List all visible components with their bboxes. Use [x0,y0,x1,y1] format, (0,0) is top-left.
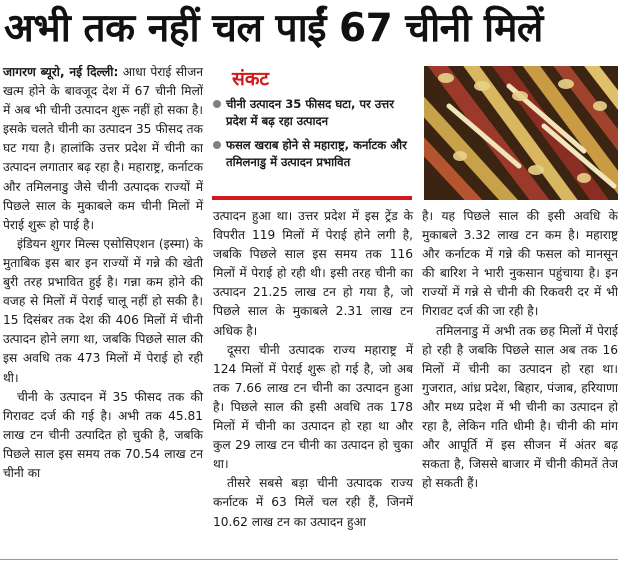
article-column-1 [3,63,203,558]
article-column-3 [422,207,618,552]
sidebar-list [212,96,414,170]
sidebar-item [212,96,414,129]
article-paragraph: उत्पादन हुआ था। उत्तर प्रदेश में इस ट्रेंड के विपरीत 119 मिलों में पेराई होने लगी है, जबकि पिछले साल इस समय तक 116 मिलों में पेराई हो रही थी। इसी तरह चीनी का उत्पादन 21.25 लाख टन हो गया है, जो पिछले साल के मुकाबले 2.31 लाख टन अधिक है। [213,209,413,338]
article-paragraph: चीनी के उत्पादन में 35 फीसद तक की गिरावट दर्ज की गई है। अभी तक 45.81 लाख टन चीनी उत्पादित हो चुकी है, जबकि पिछले साल इस समय तक 70.54 लाख टन चीनी का [3,389,203,480]
sugarcane-image [424,66,618,200]
sidebar-box [212,66,414,200]
sidebar-item-text: फसल खराब होने से महाराष्ट्र, कर्नाटक और तमिलनाडु में उत्पादन प्रभावित [226,138,407,169]
sidebar-item-text: चीनी उत्पादन 35 फीसद घटा, पर उत्तर प्रदेश में बढ़ रहा उत्पादन [226,97,394,128]
sugarcane-photo [424,66,618,200]
article-paragraph: तमिलनाडु में अभी तक छह मिलों में पेराई हो रही है जबकि पिछले साल अब तक 16 मिलों में चीनी का उत्पादन हो रहा था। गुजरात, आंध्र प्रदेश, बिहार, पंजाब, हरियाणा और मध्य प्रदेश में भी चीनी का उत्पादन हो रहा है, लेकिन गति धीमी है। चीनी की मांग और आपूर्ति में इस सीजन में अंतर बढ़ सकता है, जिससे बाजार में चीनी कीमतें तेज हो सकती हैं। [422,323,618,491]
article-paragraph: तीसरे सबसे बड़ा चीनी उत्पादक राज्य कर्नाटक में 63 मिलें चल रही हैं, जिनमें 10.62 लाख टन का उत्पादन हुआ [213,476,413,529]
headline: अभी तक नहीं चल पाईं 67 चीनी मिलें [4,6,543,51]
sidebar-title: संकट [232,68,270,90]
paragraph-text: आधा पेराई सीजन खत्म होने के बावजूद देश में 67 चीनी मिलों में अब भी चीनी उत्पादन शुरू नहीं हो सका है। इसके चलते चीनी का उत्पादन 35 फीसद तक घट गया है। हालांकि उत्तर प्रदेश में चीनी का उत्पादन लगातार बढ़ रहा है। महाराष्ट्र, कर्नाटक और तमिलनाडु जैसे चीनी उत्पादक राज्यों में पिछले साल के मुकाबले कम चीनी मिलों में पेराई शुरू हो पाई है। [3,65,203,232]
article-paragraph: दूसरा चीनी उत्पादक राज्य महाराष्ट्र में 124 मिलों में पेराई शुरू हो गई है, जो अब तक 7.66 लाख टन चीनी का उत्पादन हुआ है। पिछले साल की इसी अवधि तक 178 मिलों में चीनी का उत्पादन हो रहा था और कुल 29 लाख टन चीनी का उत्पादन हो चुका था। [213,342,413,472]
article-paragraph: इंडियन शुगर मिल्स एसोसिएशन (इस्मा) के मुताबिक इस बार इन राज्यों में गन्ने की खेती बुरी तरह प्रभावित हुई है। गन्ना कम होने की वजह से मिलों में पेराई चालू नहीं हो सकी है। 15 दिसंबर तक देश की 406 मिलों में चीनी उत्पादन होने लगा था, जबकि पिछले साल की इस अवधि तक 473 मिलों में पेराई हो रही थी। [3,236,203,385]
article-paragraph: है। यह पिछले साल की इसी अवधि के मुकाबले 3.32 लाख टन कम है। महाराष्ट्र और कर्नाटक में गन्ने की फसल को मानसून की बारिश ने भारी नुकसान पहुंचाया है। इन राज्यों में गन्ने से चीनी की रिकवरी दर में भी गिरावट दर्ज की जा रही है। [422,209,618,319]
bullet-icon [213,141,221,149]
byline: जागरण ब्यूरो, नई दिल्ली: [3,65,119,79]
bottom-rule [0,559,618,560]
bullet-icon [213,100,221,108]
article-paragraph [3,63,203,235]
sidebar-item [212,137,414,170]
article-column-2 [213,207,413,552]
sidebar-divider [212,196,412,200]
